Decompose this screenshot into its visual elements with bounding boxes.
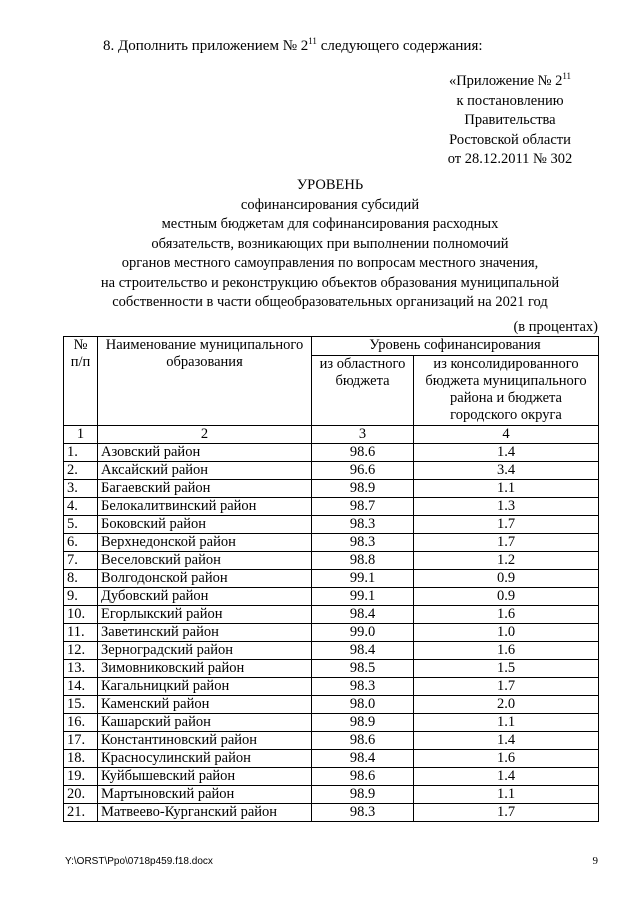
row-local-share: 1.1 bbox=[414, 480, 599, 498]
table-row bbox=[64, 768, 599, 786]
row-municipality: Егорлыкский район bbox=[98, 606, 312, 624]
col-number-1: 1 bbox=[64, 426, 98, 444]
row-municipality: Каменский район bbox=[98, 696, 312, 714]
row-number: 5. bbox=[64, 516, 98, 534]
col-number-4: 4 bbox=[414, 426, 599, 444]
row-municipality: Зимовниковский район bbox=[98, 660, 312, 678]
title-line-7: собственности в части общеобразовательных организаций на 2021 год bbox=[112, 294, 548, 310]
row-local-share: 2.0 bbox=[414, 696, 599, 714]
row-regional-share: 98.4 bbox=[312, 606, 414, 624]
unit-note: (в процентах) bbox=[513, 319, 598, 335]
table-row bbox=[64, 750, 599, 768]
appendix-block bbox=[390, 72, 630, 170]
row-regional-share: 99.1 bbox=[312, 588, 414, 606]
footer-file-path: Y:\ORST\Ppo\0718p459.f18.docx bbox=[65, 856, 213, 867]
table-row bbox=[64, 696, 599, 714]
row-municipality: Красносулинский район bbox=[98, 750, 312, 768]
row-municipality: Матвеево-Курганский район bbox=[98, 804, 312, 822]
row-regional-share: 98.9 bbox=[312, 480, 414, 498]
appendix-line-5: от 28.12.2011 № 302 bbox=[447, 151, 573, 167]
row-regional-share: 98.7 bbox=[312, 498, 414, 516]
table-row bbox=[64, 732, 599, 750]
row-number: 19. bbox=[64, 768, 98, 786]
row-regional-share: 98.9 bbox=[312, 714, 414, 732]
row-municipality: Кагальницкий район bbox=[98, 678, 312, 696]
title-line-1: УРОВЕНЬ bbox=[296, 177, 364, 193]
row-number: 3. bbox=[64, 480, 98, 498]
intro-paragraph bbox=[103, 37, 483, 55]
row-number: 4. bbox=[64, 498, 98, 516]
row-municipality: Боковский район bbox=[98, 516, 312, 534]
row-regional-share: 98.5 bbox=[312, 660, 414, 678]
row-regional-share: 98.3 bbox=[312, 516, 414, 534]
table-row bbox=[64, 552, 599, 570]
table-row bbox=[64, 678, 599, 696]
table-header-row-1 bbox=[64, 337, 599, 356]
row-municipality: Мартыновский район bbox=[98, 786, 312, 804]
footer-page-number: 9 bbox=[592, 855, 598, 867]
table-row bbox=[64, 462, 599, 480]
row-municipality: Азовский район bbox=[98, 444, 312, 462]
row-local-share: 1.5 bbox=[414, 660, 599, 678]
row-number: 18. bbox=[64, 750, 98, 768]
table-row bbox=[64, 660, 599, 678]
appendix-line-2: к постановлению bbox=[456, 92, 564, 109]
row-regional-share: 99.1 bbox=[312, 570, 414, 588]
row-number: 2. bbox=[64, 462, 98, 480]
row-local-share: 1.6 bbox=[414, 642, 599, 660]
row-local-share: 1.6 bbox=[414, 606, 599, 624]
row-regional-share: 98.4 bbox=[312, 642, 414, 660]
row-local-share: 1.4 bbox=[414, 732, 599, 750]
table-row bbox=[64, 498, 599, 516]
row-local-share: 1.3 bbox=[414, 498, 599, 516]
row-number: 11. bbox=[64, 624, 98, 642]
table-row bbox=[64, 642, 599, 660]
row-number: 21. bbox=[64, 804, 98, 822]
row-local-share: 1.7 bbox=[414, 804, 599, 822]
row-local-share: 1.0 bbox=[414, 624, 599, 642]
header-municipality: Наименование муниципального образования bbox=[98, 337, 312, 426]
table-row bbox=[64, 534, 599, 552]
row-local-share: 1.7 bbox=[414, 516, 599, 534]
row-municipality: Кашарский район bbox=[98, 714, 312, 732]
row-regional-share: 98.0 bbox=[312, 696, 414, 714]
row-municipality: Аксайский район bbox=[98, 462, 312, 480]
row-municipality: Белокалитвинский район bbox=[98, 498, 312, 516]
header-number: № п/п bbox=[64, 337, 98, 426]
table-row bbox=[64, 588, 599, 606]
header-local-budget: из консолидированного бюджета муниципального района и бюджета городского округа bbox=[414, 356, 599, 426]
row-number: 14. bbox=[64, 678, 98, 696]
row-local-share: 1.4 bbox=[414, 768, 599, 786]
row-number: 9. bbox=[64, 588, 98, 606]
table-row bbox=[64, 480, 599, 498]
row-local-share: 1.2 bbox=[414, 552, 599, 570]
row-regional-share: 98.3 bbox=[312, 804, 414, 822]
title-line-3: местным бюджетам для софинансирования расходных bbox=[161, 216, 499, 232]
table-row bbox=[64, 606, 599, 624]
row-regional-share: 98.9 bbox=[312, 786, 414, 804]
row-regional-share: 98.6 bbox=[312, 444, 414, 462]
intro-superscript: 11 bbox=[308, 36, 317, 46]
appendix-line-1 bbox=[390, 72, 630, 92]
row-number: 8. bbox=[64, 570, 98, 588]
row-local-share: 0.9 bbox=[414, 570, 599, 588]
row-municipality: Верхнедонской район bbox=[98, 534, 312, 552]
row-number: 17. bbox=[64, 732, 98, 750]
appendix-line-3: Правительства bbox=[464, 112, 556, 128]
appendix-superscript: 11 bbox=[562, 71, 572, 81]
column-numbers-row bbox=[64, 426, 599, 444]
col-number-3: 3 bbox=[312, 426, 414, 444]
row-municipality: Константиновский район bbox=[98, 732, 312, 750]
title-line-2: софинансирования субсидий bbox=[240, 196, 420, 213]
row-local-share: 1.7 bbox=[414, 534, 599, 552]
row-local-share: 1.1 bbox=[414, 786, 599, 804]
table-row bbox=[64, 714, 599, 732]
row-municipality: Веселовский район bbox=[98, 552, 312, 570]
row-local-share: 0.9 bbox=[414, 588, 599, 606]
row-municipality: Дубовский район bbox=[98, 588, 312, 606]
row-regional-share: 96.6 bbox=[312, 462, 414, 480]
row-municipality: Волгодонской район bbox=[98, 570, 312, 588]
col-number-2: 2 bbox=[98, 426, 312, 444]
row-regional-share: 98.6 bbox=[312, 732, 414, 750]
row-local-share: 3.4 bbox=[414, 462, 599, 480]
row-regional-share: 98.6 bbox=[312, 768, 414, 786]
row-number: 15. bbox=[64, 696, 98, 714]
title-line-4: обязательств, возникающих при выполнении полномочий bbox=[151, 235, 509, 252]
row-number: 20. bbox=[64, 786, 98, 804]
row-number: 13. bbox=[64, 660, 98, 678]
row-regional-share: 98.3 bbox=[312, 678, 414, 696]
table-row bbox=[64, 786, 599, 804]
row-regional-share: 98.3 bbox=[312, 534, 414, 552]
appendix-title: «Приложение № 2 bbox=[448, 73, 563, 89]
table-row bbox=[64, 570, 599, 588]
table-row bbox=[64, 624, 599, 642]
row-number: 1. bbox=[64, 444, 98, 462]
table-row bbox=[64, 804, 599, 822]
row-municipality: Заветинский район bbox=[98, 624, 312, 642]
row-local-share: 1.6 bbox=[414, 750, 599, 768]
row-regional-share: 98.8 bbox=[312, 552, 414, 570]
cofinancing-table bbox=[63, 336, 599, 822]
table-row bbox=[64, 516, 599, 534]
row-local-share: 1.1 bbox=[414, 714, 599, 732]
document-title bbox=[60, 176, 600, 313]
row-regional-share: 98.4 bbox=[312, 750, 414, 768]
row-number: 16. bbox=[64, 714, 98, 732]
row-number: 10. bbox=[64, 606, 98, 624]
row-municipality: Куйбышевский район bbox=[98, 768, 312, 786]
intro-tail: следующего содержания: bbox=[316, 38, 483, 54]
intro-text: 8. Дополнить приложением № 2 bbox=[103, 38, 309, 54]
row-number: 6. bbox=[64, 534, 98, 552]
table-row bbox=[64, 444, 599, 462]
appendix-line-4: Ростовской области bbox=[449, 131, 571, 148]
row-number: 7. bbox=[64, 552, 98, 570]
header-regional-budget: из областного бюджета bbox=[312, 356, 414, 426]
row-regional-share: 99.0 bbox=[312, 624, 414, 642]
row-local-share: 1.4 bbox=[414, 444, 599, 462]
row-municipality: Багаевский район bbox=[98, 480, 312, 498]
header-cofinancing-level: Уровень софинансирования bbox=[312, 337, 599, 356]
row-number: 12. bbox=[64, 642, 98, 660]
title-line-6: на строительство и реконструкцию объектов образования муниципальной bbox=[100, 274, 560, 291]
title-line-5: органов местного самоуправления по вопросам местного значения, bbox=[121, 255, 539, 271]
row-local-share: 1.7 bbox=[414, 678, 599, 696]
row-municipality: Зерноградский район bbox=[98, 642, 312, 660]
